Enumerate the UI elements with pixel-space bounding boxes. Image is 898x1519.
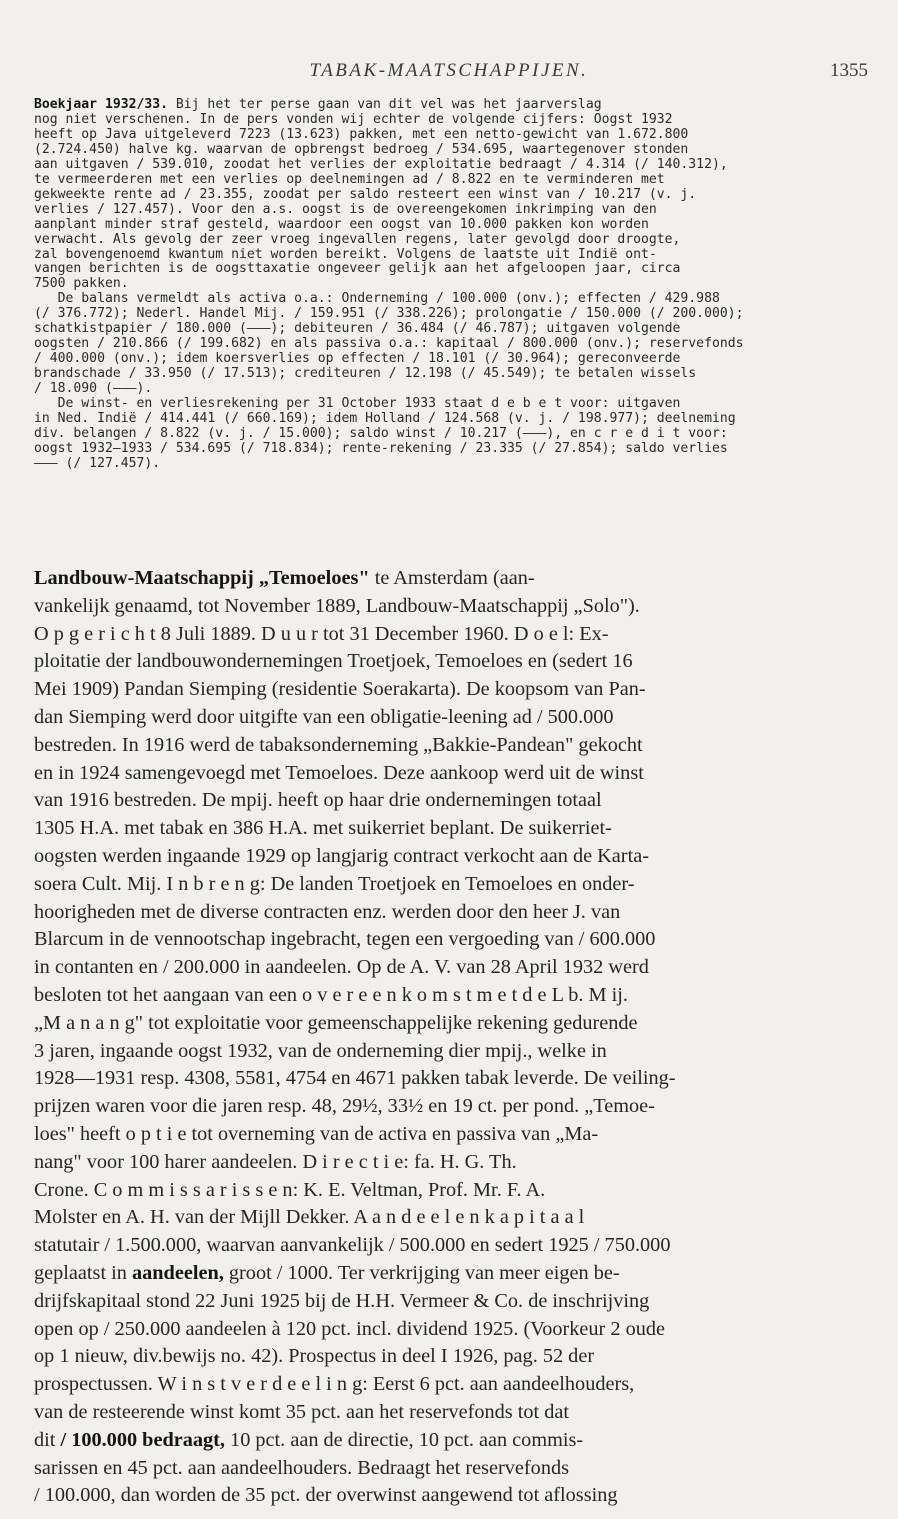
text-line: verwacht. Als gevolg der zeer vroeg ingevallen regens, later gevolgd door droogte, <box>34 232 681 247</box>
text-line: Molster en A. H. van der Mijll Dekker. A a n d e e l e n k a p i t a a l <box>34 1206 585 1229</box>
text-line: in Ned. Indië / 414.441 (/ 660.169); idem Holland / 124.568 (v. j. / 198.977); deelneming <box>34 412 736 427</box>
text-line: in contanten en / 200.000 in aandeelen. Op de A. V. van 28 April 1932 werd <box>34 956 649 979</box>
text-line: oogst 1932—1933 / 534.695 (/ 718.834); rente-rekening / 23.335 (/ 27.854); saldo verlies <box>34 441 728 456</box>
bold-term: / 100.000 bedraagt, <box>60 1428 225 1451</box>
text-line: 7500 pakken. <box>34 277 129 292</box>
bold-term: aandeelen, <box>132 1261 224 1284</box>
text-line: vankelijk genaamd, tot November 1889, Landbouw-Maatschappij „Solo"). <box>34 594 640 617</box>
text-line: open op / 250.000 aandeelen à 120 pct. incl. dividend 1925. (Voorkeur 2 oude <box>34 1317 666 1340</box>
running-header <box>0 60 898 84</box>
text-line: dan Siemping werd door uitgifte van een obligatie-leening ad / 500.000 <box>34 705 614 728</box>
text-line: De balans vermeldt als activa o.a.: Onderneming / 100.000 (onv.); effecten / 429.988 <box>34 292 720 307</box>
text-line: dit / 100.000 bedraagt, 10 pct. aan de directie, 10 pct. aan commis- <box>34 1428 584 1451</box>
text-line: (/ 376.772); Nederl. Handel Mij. / 159.951 (/ 338.226); prolongatie / 150.000 (/ 200.000); <box>34 307 744 322</box>
text-line: brandschade / 33.950 (/ 17.513); crediteuren / 12.198 (/ 45.549); te betalen wissels <box>34 367 697 382</box>
text-line: drijfskapitaal stond 22 Juni 1925 bij de H.H. Vermeer & Co. de inschrijving <box>34 1289 650 1312</box>
text-line: „M a n a n g" tot exploitatie voor gemeenschappelijke rekening gedurende <box>34 1011 638 1034</box>
page-number: 1355 <box>830 60 868 81</box>
text-line: oogsten / 210.866 (/ 199.682) en als passiva o.a.: kapitaal / 800.000 (onv.); reservefonds <box>34 337 744 352</box>
text-line: div. belangen / 8.822 (v. j. / 15.000); saldo winst / 10.217 (———), en c r e d i t voor: <box>34 426 728 441</box>
text-line: oogsten werden ingaande 1929 op langjarig contract verkocht aan de Karta- <box>34 844 649 867</box>
text-line: zal bovengenoemd kwantum niet worden bereikt. Volgens de laatste uit Indië ont- <box>34 247 657 262</box>
text-line: vangen berichten is de oogsttaxatie ongeveer gelijk aan het afgeloopen jaar, circa <box>34 262 681 277</box>
text-line: ——— (/ 127.457). <box>34 456 161 471</box>
text-line: / 18.090 (———). <box>34 382 153 397</box>
text-line: soera Cult. Mij. I n b r e n g: De landen Troetjoek en Temoeloes en onder- <box>34 872 635 895</box>
text-line: loes" heeft o p t i e tot overneming van de activa en passiva van „Ma- <box>34 1122 599 1145</box>
text-line: prijzen waren voor die jaren resp. 48, 29½, 33½ en 19 ct. per pond. „Temoe- <box>34 1095 655 1118</box>
text-line: De winst- en verliesrekening per 31 October 1933 staat d e b e t voor: uitgaven <box>34 397 681 412</box>
text-line: van de resteerende winst komt 35 pct. aan het reservefonds tot dat <box>34 1400 570 1423</box>
company-entry-temoeloes <box>34 565 866 1510</box>
text-line: schatkistpapier / 180.000 (———); debiteuren / 36.484 (/ 46.787); uitgaven volgende <box>34 322 681 337</box>
text-line: ploitatie der landbouwondernemingen Troetjoek, Temoeloes en (sedert 16 <box>34 650 633 673</box>
text-line: nog niet verschenen. In de pers vonden wij echter de volgende cijfers: Oogst 1932 <box>34 112 673 127</box>
text-line: nang" voor 100 harer aandeelen. D i r e c t i e: fa. H. G. Th. <box>34 1150 517 1173</box>
text-line: bestreden. In 1916 werd de tabaksonderneming „Bakkie-Pandean" gekocht <box>34 733 643 756</box>
text-line: te vermeerderen met een verlies op deelnemingen ad / 8.822 en te verminderen met <box>34 172 665 187</box>
annual-report-paragraph <box>34 98 866 472</box>
text-line: op 1 nieuw, div.bewijs no. 42). Prospectus in deel I 1926, pag. 52 der <box>34 1345 595 1368</box>
text-line: Landbouw-Maatschappij „Temoeloes" te Amsterdam (aan- <box>34 567 535 589</box>
text-line: gekweekte rente ad / 23.355, zoodat per saldo resteert een winst van / 10.217 (v. j. <box>34 187 697 202</box>
text-line: hoorigheden met de diverse contracten enz. werden door den heer J. van <box>34 900 621 923</box>
running-title: TABAK-MAATSCHAPPIJEN. <box>309 60 589 81</box>
bold-term: Boekjaar 1932/33. <box>34 98 169 112</box>
text-line: van 1916 bestreden. De mpij. heeft op haar drie ondernemingen totaal <box>34 789 602 812</box>
text-line: geplaatst in aandeelen, groot / 1000. Ter verkrijging van meer eigen be- <box>34 1261 620 1284</box>
text-line: 3 jaren, ingaande oogst 1932, van de onderneming dier mpij., welke in <box>34 1039 607 1062</box>
bold-term: Landbouw-Maatschappij „Temoeloes" <box>34 567 370 589</box>
text-line: / 100.000, dan worden de 35 pct. der overwinst aangewend tot aflossing <box>34 1484 618 1507</box>
text-line: en in 1924 samengevoegd met Temoeloes. Deze aankoop werd uit de winst <box>34 761 644 784</box>
text-line: verlies / 127.457). Voor den a.s. oogst is de overeengekomen inkrimping van den <box>34 202 657 217</box>
text-line: Crone. C o m m i s s a r i s s e n: K. E. Veltman, Prof. Mr. F. A. <box>34 1178 546 1201</box>
text-line: 1305 H.A. met tabak en 386 H.A. met suikerriet beplant. De suikerriet- <box>34 817 612 840</box>
text-line: aanplant minder straf gesteld, waardoor een oogst van 10.000 pakken kon worden <box>34 217 649 232</box>
text-line: Blarcum in de vennootschap ingebracht, tegen een vergoeding van / 600.000 <box>34 928 656 951</box>
text-line: statutair / 1.500.000, waarvan aanvankelijk / 500.000 en sedert 1925 / 750.000 <box>34 1234 671 1257</box>
text-line: prospectussen. W i n s t v e r d e e l i n g: Eerst 6 pct. aan aandeelhouders, <box>34 1373 635 1396</box>
text-line: heeft op Java uitgeleverd 7223 (13.623) pakken, met een netto-gewicht van 1.672.800 <box>34 127 689 142</box>
text-line: 1928—1931 resp. 4308, 5581, 4754 en 4671 pakken tabak leverde. De veiling- <box>34 1067 676 1090</box>
text-line: sarissen en 45 pct. aan aandeelhouders. Bedraagt het reservefonds <box>34 1456 569 1479</box>
text-line: (2.724.450) halve kg. waarvan de opbrengst bedroeg / 534.695, waartegenover stonden <box>34 142 689 157</box>
text-line: besloten tot het aangaan van een o v e r e e n k o m s t m e t d e L b. M ij. <box>34 983 628 1006</box>
text-line: / 400.000 (onv.); idem koersverlies op effecten / 18.101 (/ 30.964); gereconveerde <box>34 352 681 367</box>
text-line: Mei 1909) Pandan Siemping (residentie Soerakarta). De koopsom van Pan- <box>34 678 646 701</box>
text-line: aan uitgaven / 539.010, zoodat het verlies der exploitatie bedraagt / 4.314 (/ 140.312), <box>34 157 728 172</box>
text-line: O p g e r i c h t 8 Juli 1889. D u u r tot 31 December 1960. D o e l: Ex- <box>34 622 609 645</box>
text-line: Boekjaar 1932/33. Bij het ter perse gaan van dit vel was het jaarverslag <box>34 98 602 112</box>
